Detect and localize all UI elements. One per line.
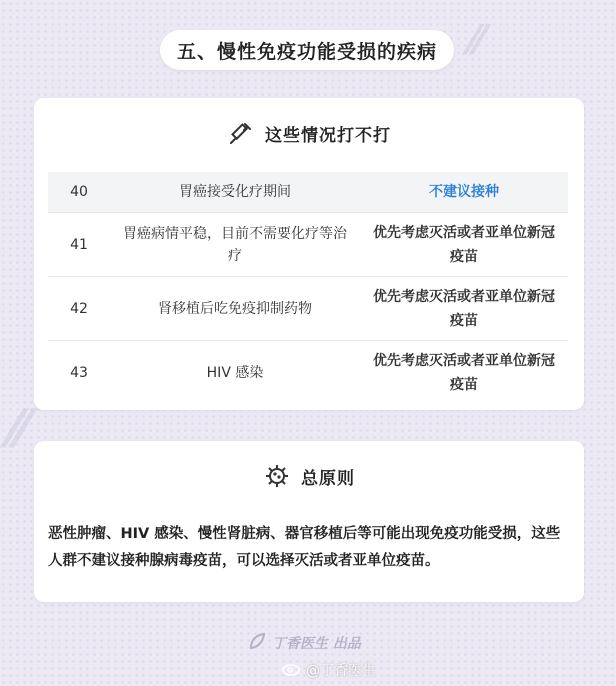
- row-condition: HIV 感染: [206, 364, 264, 381]
- vaccination-table: [48, 172, 568, 404]
- principle-text: 恶性肿瘤、HIV 感染、慢性肾脏病、器官移植后等可能出现免疫功能受损，这些人群不建议接种腺病毒疫苗，可以选择灭活或者亚单位疫苗。: [48, 526, 561, 569]
- leaf-icon: [248, 632, 266, 654]
- row-number: 43: [70, 364, 88, 381]
- weibo-watermark: [282, 660, 376, 680]
- footer-brand-text: 丁香医生 出品: [272, 636, 361, 652]
- row-number: 42: [70, 300, 88, 317]
- table-row: [48, 277, 568, 341]
- row-recommendation: 不建议接种: [429, 184, 499, 200]
- row-recommendation: 优先考虑灭活或者亚单位新冠疫苗: [373, 224, 555, 265]
- section-header-title: 五、慢性免疫功能受损的疾病: [176, 40, 437, 63]
- row-number: 40: [70, 184, 88, 200]
- principle-card: [34, 441, 584, 602]
- table-row: [48, 172, 568, 213]
- weibo-icon: [282, 660, 302, 680]
- weibo-handle: @丁香医生: [306, 663, 376, 679]
- syringe-icon: [227, 119, 255, 147]
- row-condition: 胃癌接受化疗期间: [179, 184, 291, 200]
- table-row: [48, 341, 568, 404]
- footer-brand: [248, 632, 361, 654]
- row-recommendation: 优先考虑灭活或者亚单位新冠疫苗: [373, 352, 555, 393]
- row-number: 41: [70, 236, 88, 253]
- card-title-row: [34, 98, 584, 168]
- row-condition: 肾移植后吃免疫抑制药物: [158, 300, 312, 317]
- row-condition: 胃癌病情平稳，目前不需要化疗等治疗: [123, 225, 347, 264]
- card-title-row: [34, 441, 584, 511]
- row-recommendation: 优先考虑灭活或者亚单位新冠疫苗: [373, 288, 555, 329]
- table-row: [48, 213, 568, 277]
- card-title: 这些情况打不打: [265, 125, 391, 146]
- watermark: ⁄⁄: [470, 18, 484, 64]
- section-header: [160, 30, 454, 70]
- vaccination-table-card: [34, 98, 584, 410]
- card-title: 总原则: [301, 468, 355, 489]
- watermark: ⁄⁄: [10, 400, 28, 460]
- virus-icon: [263, 462, 291, 490]
